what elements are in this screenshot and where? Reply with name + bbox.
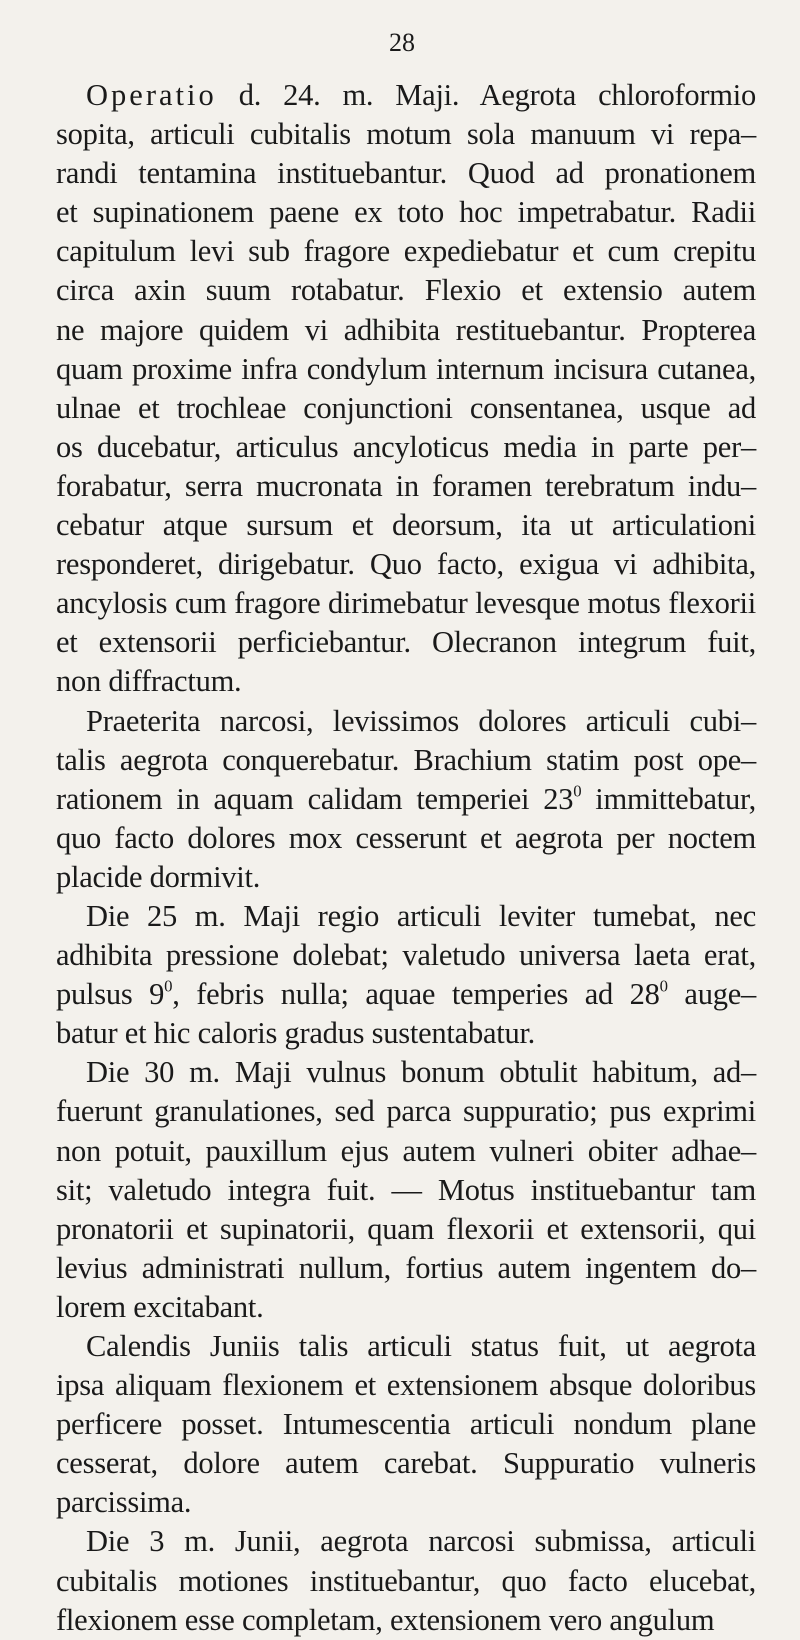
text-run: randi tentamina instituebantur. Quod ad pronationem — [56, 156, 756, 191]
text-line — [56, 1483, 756, 1522]
text-line — [56, 193, 756, 232]
text-line — [56, 115, 756, 154]
text-line — [56, 975, 756, 1014]
text-run: placide dormivit. — [56, 859, 261, 894]
text-run: ulnae et trochleae conjunctioni consentanea, usque ad — [56, 390, 756, 425]
text-run: os ducebatur, articulus ancyloticus media in parte per– — [56, 429, 756, 464]
text-run: fuerunt granulationes, sed parca suppuratio; pus exprimi — [56, 1094, 756, 1129]
text-run: levius administrati nullum, fortius autem ingentem do– — [56, 1250, 756, 1285]
paragraph — [56, 702, 756, 897]
text-line — [56, 545, 756, 584]
text-line — [56, 1405, 756, 1444]
text-run: quo facto dolores mox cesserunt et aegrota per noctem — [56, 820, 756, 855]
text-run: ne majore quidem vi adhibita restituebantur. Propterea — [56, 312, 756, 347]
text-run: perficere posset. Intumescentia articuli nondum plane — [56, 1407, 756, 1442]
text-line — [56, 232, 756, 271]
text-line — [56, 311, 756, 350]
text-run: cubitalis motiones instituebantur, quo facto elucebat, — [56, 1563, 756, 1598]
text-run: lorem excitabant. — [56, 1289, 264, 1324]
text-run: ancylosis cum fragore dirimebatur levesque motus flexorii — [56, 586, 756, 621]
text-run: parcissima. — [56, 1485, 192, 1520]
text-run: batur et hic caloris gradus sustentabatur. — [56, 1016, 536, 1051]
text-run: Die 25 m. Maji regio articuli leviter tumebat, nec — [86, 898, 756, 933]
text-run: d. 24. m. Maji. Aegrota chloroformio — [216, 78, 756, 112]
text-line — [56, 702, 756, 741]
text-line — [56, 819, 756, 858]
text-run: sit; valetudo integra fuit. — Motus instituebantur tam — [56, 1172, 756, 1207]
text-run: talis aegrota conquerebatur. Brachium statim post ope– — [56, 742, 756, 777]
paragraph — [56, 1327, 756, 1522]
text-line — [56, 1522, 756, 1561]
body-text — [56, 76, 756, 1640]
text-run: et supinationem paene ex toto hoc impetrabatur. Radii — [56, 195, 756, 230]
text-line — [56, 1444, 756, 1483]
text-run: Die 30 m. Maji vulnus bonum obtulit habitum, ad– — [86, 1055, 756, 1090]
text-line — [56, 1132, 756, 1171]
text-line — [56, 428, 756, 467]
text-run: immittebatur, — [581, 781, 757, 816]
text-line — [56, 1288, 756, 1327]
text-line — [56, 662, 756, 701]
text-line — [56, 1327, 756, 1366]
text-run: pronatorii et supinatorii, quam flexorii et extensorii, qui — [56, 1211, 756, 1246]
text-line — [56, 350, 756, 389]
paragraph — [56, 897, 756, 1053]
text-line — [56, 1562, 756, 1601]
degree-superscript: 0 — [573, 781, 582, 801]
text-run: Operatio — [86, 78, 217, 112]
text-line — [56, 1171, 756, 1210]
text-line — [56, 897, 756, 936]
text-run: , febris nulla; aquae temperies ad 28 — [172, 977, 660, 1012]
text-line — [56, 858, 756, 897]
text-line — [56, 1210, 756, 1249]
text-run: ipsa aliquam flexionem et extensionem absque doloribus — [56, 1368, 756, 1403]
text-run: flexionem esse completam, extensionem vero angulum — [56, 1602, 715, 1637]
text-line — [56, 1366, 756, 1405]
text-line — [56, 780, 756, 819]
text-line — [56, 1249, 756, 1288]
degree-superscript: 0 — [659, 976, 668, 996]
text-run: et extensorii perficiebantur. Olecranon integrum fuit, — [56, 625, 756, 660]
text-run: non diffractum. — [56, 664, 242, 699]
text-line — [56, 1053, 756, 1092]
text-run: quam proxime infra condylum internum incisura cutanea, — [56, 351, 756, 386]
text-line — [56, 506, 756, 545]
text-run: sopita, articuli cubitalis motum sola manuum vi repa– — [56, 117, 756, 152]
text-run: forabatur, serra mucronata in foramen terebratum indu– — [56, 468, 756, 503]
text-line — [56, 1601, 756, 1640]
text-line — [56, 584, 756, 623]
paragraph — [56, 76, 756, 702]
text-run: cesserat, dolore autem carebat. Suppuratio vulneris — [56, 1446, 756, 1481]
paragraph — [56, 1522, 756, 1639]
text-run: auge– — [667, 977, 756, 1012]
text-line — [56, 623, 756, 662]
text-run: cebatur atque sursum et deorsum, ita ut articulationi — [56, 508, 756, 543]
text-line — [56, 1092, 756, 1131]
text-run: non potuit, pauxillum ejus autem vulneri obiter adhae– — [56, 1133, 756, 1168]
degree-superscript: 0 — [164, 976, 173, 996]
text-run: responderet, dirigebatur. Quo facto, exigua vi adhibita, — [56, 547, 756, 582]
text-run: circa axin suum rotabatur. Flexio et extensio autem — [56, 273, 756, 308]
text-run: adhibita pressione dolebat; valetudo universa laeta erat, — [56, 938, 756, 973]
text-line — [56, 467, 756, 506]
text-line — [56, 1014, 756, 1053]
text-line — [56, 154, 756, 193]
text-run: pulsus 9 — [56, 977, 165, 1012]
text-run: Calendis Juniis talis articuli status fuit, ut aegrota — [86, 1329, 756, 1363]
paragraph — [56, 1053, 756, 1327]
text-run: capitulum levi sub fragore expediebatur et cum crepitu — [56, 234, 756, 269]
text-line — [56, 76, 756, 115]
page-number: 28 — [389, 28, 415, 57]
text-line — [56, 936, 756, 975]
text-line — [56, 741, 756, 780]
text-run: rationem in aquam calidam temperiei 23 — [56, 781, 574, 816]
text-line — [56, 389, 756, 428]
text-line — [56, 271, 756, 310]
text-run: Die 3 m. Junii, aegrota narcosi submissa, articuli — [86, 1524, 756, 1559]
text-run: Praeterita narcosi, levissimos dolores articuli cubi– — [86, 703, 756, 738]
